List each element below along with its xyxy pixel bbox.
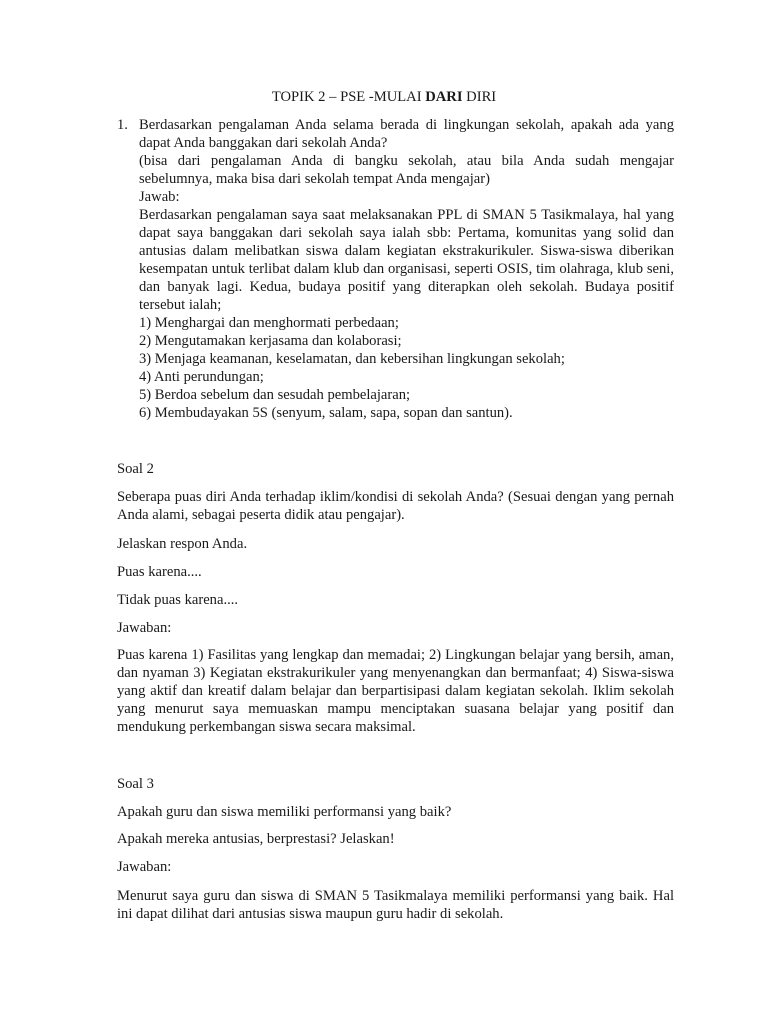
question-1-note: (bisa dari pengalaman Anda di bangku sekolah, atau bila Anda sudah mengajar sebelumnya, maka bisa dari sekolah tempat Anda mengajar): [139, 153, 674, 187]
soal-2-heading: Soal 2: [117, 461, 154, 477]
culture-item: 4) Anti perundungan;: [139, 369, 264, 385]
title-suffix: DIRI: [462, 89, 497, 105]
soal-2-answer-label: Jawaban:: [117, 620, 172, 636]
soal-2-instruction: Jelaskan respon Anda.: [117, 536, 248, 552]
culture-item: 6) Membudayakan 5S (senyum, salam, sapa, sopan dan santun).: [139, 405, 513, 421]
soal-3-question-1: Apakah guru dan siswa memiliki performansi yang baik?: [117, 804, 452, 820]
soal-3-question-2: Apakah mereka antusias, berprestasi? Jelaskan!: [117, 831, 395, 847]
culture-item: 1) Menghargai dan menghormati perbedaan;: [139, 315, 399, 331]
soal-3-heading: Soal 3: [117, 776, 154, 792]
question-1-answer-label: Jawab:: [139, 189, 180, 205]
page-title: [0, 88, 768, 106]
title-bold-word: DARI: [425, 89, 463, 105]
question-1-body: [139, 116, 674, 422]
soal-2-tidak-puas: Tidak puas karena....: [117, 592, 239, 608]
question-1-text: Berdasarkan pengalaman Anda selama berada di lingkungan sekolah, apakah ada yang dapat Anda banggakan dari sekolah Anda?: [139, 117, 674, 151]
soal-2-question: Seberapa puas diri Anda terhadap iklim/kondisi di sekolah Anda? (Sesuai dengan yang pernah Anda alami, sebagai peserta didik atau pengajar).: [117, 489, 674, 523]
question-1-number: 1.: [117, 117, 128, 133]
culture-item: 2) Mengutamakan kerjasama dan kolaborasi;: [139, 333, 402, 349]
soal-2-answer: Puas karena 1) Fasilitas yang lengkap dan memadai; 2) Lingkungan belajar yang bersih, aman, dan nyaman 3) Kegiatan ekstrakurikuler yang menyenangkan dan bermanfaat; 4) Siswa-siswa yang aktif dan kreatif dalam belajar dan berpartisipasi dalam kegiatan sekolah. Iklim sekolah yang menurut saya memuaskan mampu menciptakan suasana belajar yang positif dan mendukung perkembangan siswa secara maksimal.: [117, 647, 674, 735]
soal-2-puas: Puas karena....: [117, 564, 202, 580]
question-1-answer: Berdasarkan pengalaman saya saat melaksanakan PPL di SMAN 5 Tasikmalaya, hal yang dapat saya banggakan dari sekolah saya ialah sbb: Pertama, komunitas yang solid dan antusias dalam melibatkan siswa dalam kegiatan ekstrakurikuler. Siswa-siswa diberikan kesempatan untuk terlibat dalam klub dan organisasi, seperti OSIS, tim olahraga, klub seni, dan banyak lagi. Kedua, budaya positif yang diterapkan oleh sekolah. Budaya positif tersebut ialah;: [139, 207, 674, 313]
question-1: [117, 116, 674, 422]
title-prefix: TOPIK 2 – PSE -MULAI: [271, 89, 426, 105]
culture-item: 5) Berdoa sebelum dan sesudah pembelajaran;: [139, 387, 411, 403]
culture-item: 3) Menjaga keamanan, keselamatan, dan kebersihan lingkungan sekolah;: [139, 351, 565, 367]
soal-3-answer: Menurut saya guru dan siswa di SMAN 5 Tasikmalaya memiliki performansi yang baik. Hal ini dapat dilihat dari antusias siswa maupun guru hadir di sekolah.: [117, 888, 674, 922]
soal-3-answer-label: Jawaban:: [117, 859, 172, 875]
